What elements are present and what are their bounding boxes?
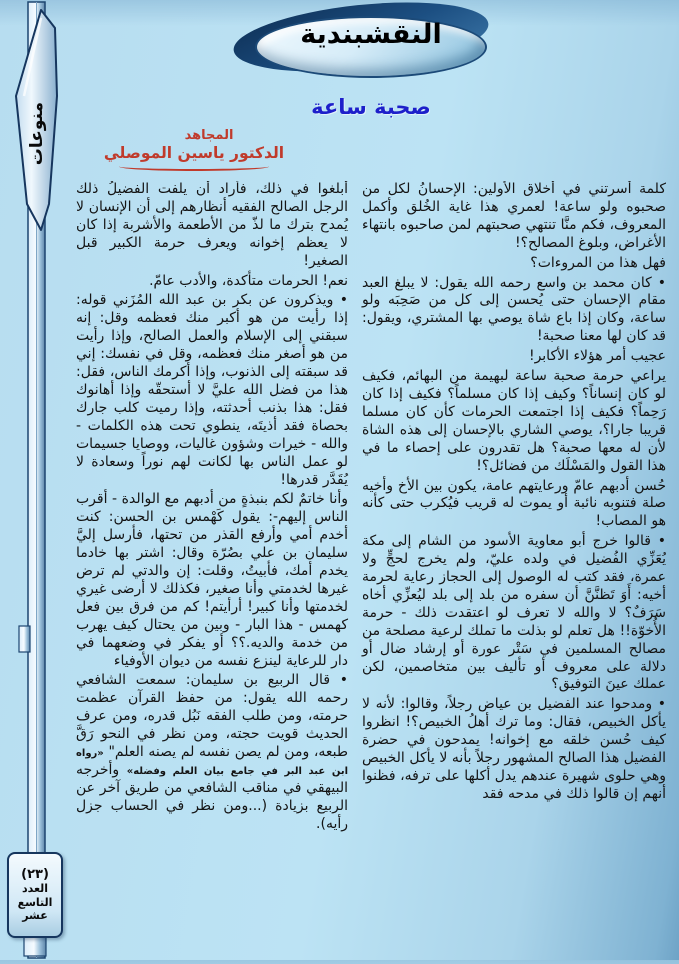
- issue-number-word-1: التاسع: [17, 895, 53, 909]
- rod-notch: [19, 626, 30, 652]
- page-content: [74, 0, 668, 960]
- citation-inline: «رواه ابن عبد البر في جامع بيان العلم وفضله»: [76, 748, 348, 777]
- paragraph: • قالوا خرج أبو معاوية الأسود من الشام إلى مكة يُعَزِّي الفُضيل في ولده عليّ، ولم يخرج لحجٍّ ولا عمرة، فقد كتب له الوصول إلى الحجاز رعاية لحرمة أخيه: أَوَ تَظنَّنَّ أن سفره من بلد إلى بلد ليُعزِّي أخاه سَرَفٌ؟ لا والله لا تعرف لو اعتقدت ذلك - حرمة الأُخوّة!! هل تعلم لو بذلت ما تملك لرعية مصلحة من مصالح المسلمين في سَتْر عورة أو إرشاد ضال أو دلالة على معروف أو تأليف بين متخاصمين، لكن عملك عينَ التوفيق؟: [362, 533, 666, 693]
- pennant-label: منوعات: [27, 102, 47, 166]
- masthead: [253, 13, 489, 79]
- issue-number-word-2: عشر: [22, 909, 48, 923]
- paragraph: عجيب أمر هؤلاء الأكابر!: [528, 348, 666, 365]
- column-right: [362, 181, 666, 941]
- paragraph: وأنا خاتمٌ لكم بنبذةٍ من أدبهم مع الوالدة - أقرب الناس إليهم-: يقول كَهْمس بن الحسن: كنت أخدم أمي وأرفع القذر من تحتها، فأرسل إليَّ سليمان بن علي بصُرّة وقال: اشتر بها خادما يخدم أمك، فأبيتُ، وقلت: إن والدتي لم ترض غيرها لخدمتي وأنا صغير، فكذلك لا أرضى غيري لخدمتها وأنا كبير! أرأيتم! كم من فرق بين فعل كهمس - هذا البار - وبين من يحتال كيف يهرب من خدمة والديه.؟؟ أو يفكر في وضعهما في دار للرعاية لينزع نفسه من ديوان الأوفياء: [76, 491, 348, 669]
- issue-word: العدد: [21, 881, 49, 895]
- section-title: صحبة ساعة: [311, 95, 431, 119]
- paragraph: • كان محمد بن واسع رحمه الله يقول: لا يبلغ العبد مقام الإحسان حتى يُحسن إلى كل من صَحِبَه ولو ساعة، وكان إذا باع شاة يوصي بها المشتري، ويقول: قد كان لها معنا صحبة!: [362, 274, 666, 345]
- left-ornament: [0, 0, 72, 960]
- byline-flourish-line: [119, 162, 269, 171]
- paragraph: نعم! الحرمات متأكدة، والأدب عامّ.: [149, 272, 348, 289]
- hadith-continuation: وأخرجه البيهقي في مناقب الشافعي من طريق آخر عن الربيع بزيادة (...ومن نظر في الحساب جزل رأيه).: [76, 762, 348, 832]
- paragraph: • ومدحوا عند الفضيل بن عياض رجلاً، وقالوا: لأنه لا يأكل الخبيص، فقال: وما ترك أهلُ الخبيص؟! انظروا كيف حُسن خلقه مع إخوانه! يمدحون في حضرة الفضيل هذا الصالح المشهور رجلاً بأنه لا يأكل الخبيص وهي حلوى شهيرة عندهم يدل أكلها على ترفه، فظنوا أنهم إن قالوا ذلك في مدحه فقد: [362, 696, 666, 802]
- paragraph-with-citation: [76, 672, 348, 833]
- article-columns: [76, 181, 666, 941]
- column-left: [76, 181, 348, 941]
- paragraph: كلمة أسرتني في أخلاق الأولين: الإحسانُ لكل من صحبوه ولو ساعة! لعمري هذا غاية الخُلق وأكمل المعروف، فكم منَّا تنتهي صحبتهم لمن صاحبوه بانتهاء الأغراض، وبلوغ المصالح؟!: [362, 181, 666, 251]
- paragraph: • ويذكرون عن بكر بن عبد الله المُزَني قوله: إذا رأيت من هو أكبر منك فعظمه وقل: إنه سبقني إلى الإسلام والعمل الصالح، وإذا رأيت من هو أصغر منك فعظمه، وقل في نفسك: إني قد سبقته إلى الذنوب، وإذا أكرمك الناس، فقل: هذا من فضل الله عليَّ لا أستحقّه وإذا أهانوك فقل: هذا بذنب أحدثته، وإذا رميت كلب جارك بحصاة فقد أذيتَه، ينطوي تحت هذه الكلمات - والله - خيرات وشؤون غاليات، ووصايا جسيمات لو عمل الناس بها لكانت لهم نوراً وسعادة لا يُقَدَّر قدرها!: [76, 292, 348, 488]
- paragraph: فهل هذا من المروءات؟: [530, 254, 666, 271]
- paragraph: حُسن أدبهم عامّ ورعايتهم عامة، يكون بين الأخ وأخيه صلة فتنوبه نائبة أو يموت له قريب فيُكرب حتى كأنه هو المصاب!: [362, 477, 666, 530]
- hadith-text: • قال الربيع بن سليمان: سمعت الشافعي رحمه الله يقول: من حفظ القرآن عظمت حرمته، ومن طلب الفقه نَبُل قدره، ومن عرف الحديث قويت حجته، ومن نظر في النحو رَقَّ طبعه، ومن لم يصن نفسه لم يصنه العلم": [76, 672, 349, 761]
- page-number: (٢٣): [21, 866, 49, 882]
- ornament-graphic: [0, 0, 72, 960]
- masthead-title: النقشبندية: [300, 19, 442, 50]
- paragraph: أبلغوا في ذلك، فأراد أن يلفت الفضيلُ ذلك الرجل الصالح الفقيه أنظارهم إلى أن الإنسان لا يُمدح بترك ما لذّ من الأطعمة والأشربة إذا كان لا يعظم إخوانه ويعرف حرمة الكبير قبل الصغير!: [76, 181, 348, 269]
- byline-name: الدكتور ياسين الموصلي: [103, 144, 285, 162]
- byline-role: المجاهد: [184, 128, 234, 143]
- byline: [94, 128, 294, 171]
- paragraph: يراعي حرمة صحبة ساعة لبهيمة من البهائم، فكيف لو كان إنساناً؟ وكيف إذا كان مسلماً؟ فكيف إذا كان رَحِماً؟ فكيف إذا اجتمعت الحرمات كأن كان مسلما قريبا جارا؟، يوصي الشاري بالإحسان إلى هذه الشاة لأن له معها صحبة؟ هل تقدرون على إحصاء ما في هذا القول والمَسْلَك من فضائل؟!: [362, 368, 666, 474]
- issue-badge: [7, 852, 63, 938]
